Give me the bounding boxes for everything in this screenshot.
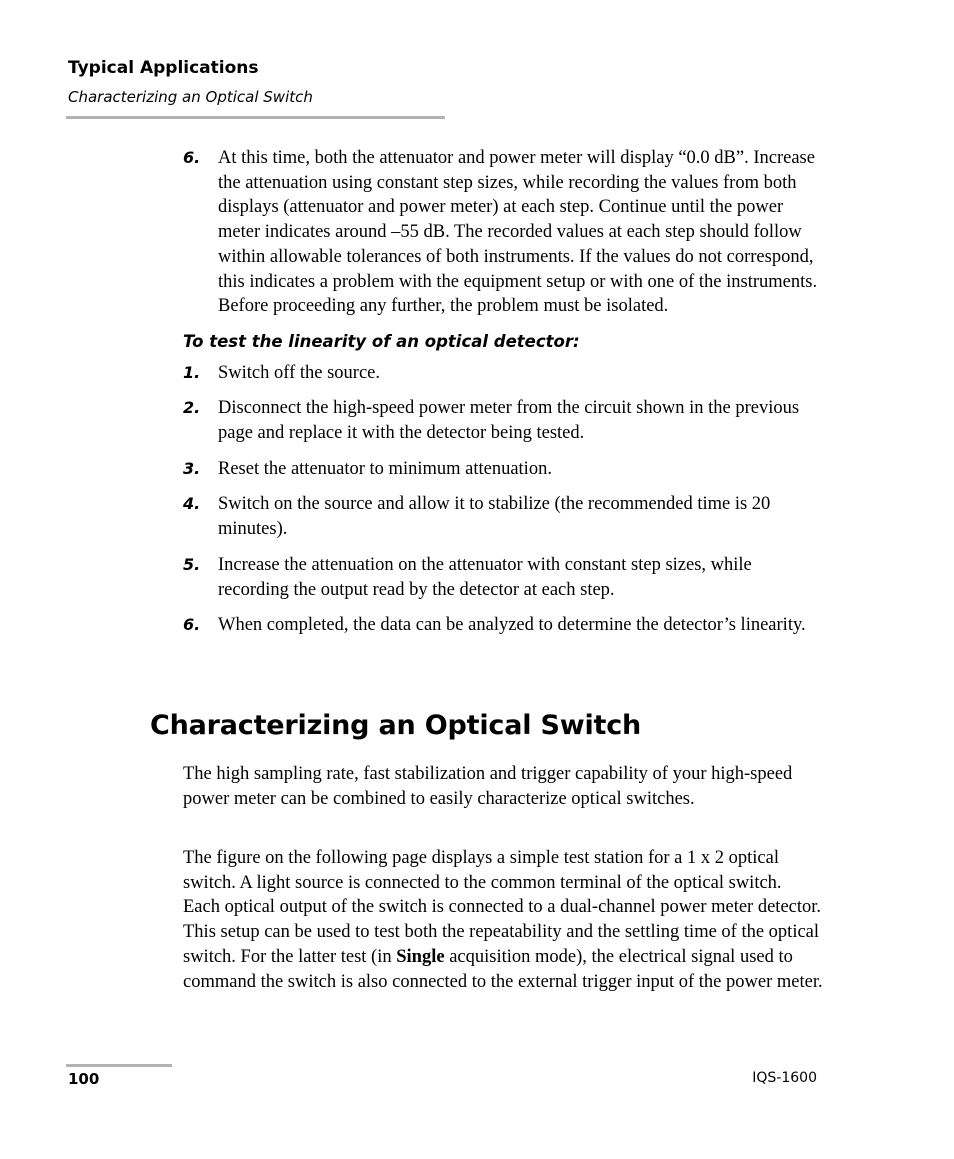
section-paragraph-1: The high sampling rate, fast stabilization and trigger capability of your high-speed power meter can be combined to easily characterize optical switches. bbox=[183, 764, 793, 809]
step-text: Switch on the source and allow it to stabilize (the recommended time is 20 minutes). bbox=[218, 494, 771, 540]
paragraph-text: acquisition mode), the electrical signal used to command the switch is also connected to the external trigger input of the power meter. bbox=[183, 946, 823, 992]
procedure-step-4 bbox=[183, 492, 823, 541]
main-content bbox=[183, 146, 823, 649]
step-number: 1. bbox=[183, 362, 201, 382]
page-number: 100 bbox=[68, 1070, 100, 1088]
header-rule bbox=[66, 116, 445, 119]
step-number: 5. bbox=[183, 554, 201, 574]
step-text: Switch off the source. bbox=[218, 362, 381, 383]
step-text: When completed, the data can be analyzed to determine the detector’s linearity. bbox=[218, 615, 806, 636]
section-paragraph-2 bbox=[183, 846, 823, 994]
step-text: Increase the attenuation on the attenuator with constant step sizes, while recording the output read by the detector at each step. bbox=[218, 554, 752, 600]
step-number: 2. bbox=[183, 398, 201, 418]
procedure-step-6 bbox=[183, 613, 823, 638]
procedure-step-3 bbox=[183, 457, 823, 482]
running-header-subsection: Characterizing an Optical Switch bbox=[68, 88, 313, 106]
footer-rule bbox=[66, 1064, 172, 1067]
section-title: Characterizing an Optical Switch bbox=[150, 710, 642, 741]
mode-name-bold: Single bbox=[396, 946, 445, 967]
procedure-step-1 bbox=[183, 361, 823, 386]
step-text: Disconnect the high-speed power meter from the circuit shown in the previous page and replace it with the detector being tested. bbox=[218, 398, 800, 444]
step-number: 3. bbox=[183, 458, 201, 478]
running-header-section: Typical Applications bbox=[68, 58, 259, 78]
paragraph-text: The figure on the following page displays a simple test station for a 1 x 2 optical switch. A light source is connected to the common terminal of the optical switch. Each optical output of the switch is connected to a dual-channel power meter detector. This setup can be used to test both the repeatability and the settling time of the optical switch. For the latter test (in bbox=[183, 848, 822, 967]
product-name: IQS-1600 bbox=[752, 1070, 817, 1086]
step-text: Reset the attenuator to minimum attenuation. bbox=[218, 458, 552, 479]
step-text: At this time, both the attenuator and power meter will display “0.0 dB”. Increase the attenuation using constant step sizes, while recording the values from both displays (attenuator and power meter) at each step. Continue until the power meter indicates around –55 dB. The recorded values at each step should follow within allowable tolerances of both instruments. If the values do not correspond, this indicates a problem with the equipment setup or with one of the instruments. Before proceeding any further, the problem must be isolated. bbox=[218, 148, 818, 317]
step-number: 6. bbox=[183, 148, 201, 167]
procedure-heading: To test the linearity of an optical detector: bbox=[183, 331, 580, 351]
procedure-step-2 bbox=[183, 396, 823, 445]
step-number: 6. bbox=[183, 615, 201, 635]
step-number: 4. bbox=[183, 494, 201, 514]
continued-step-6 bbox=[183, 146, 823, 319]
procedure-step-5 bbox=[183, 553, 823, 602]
